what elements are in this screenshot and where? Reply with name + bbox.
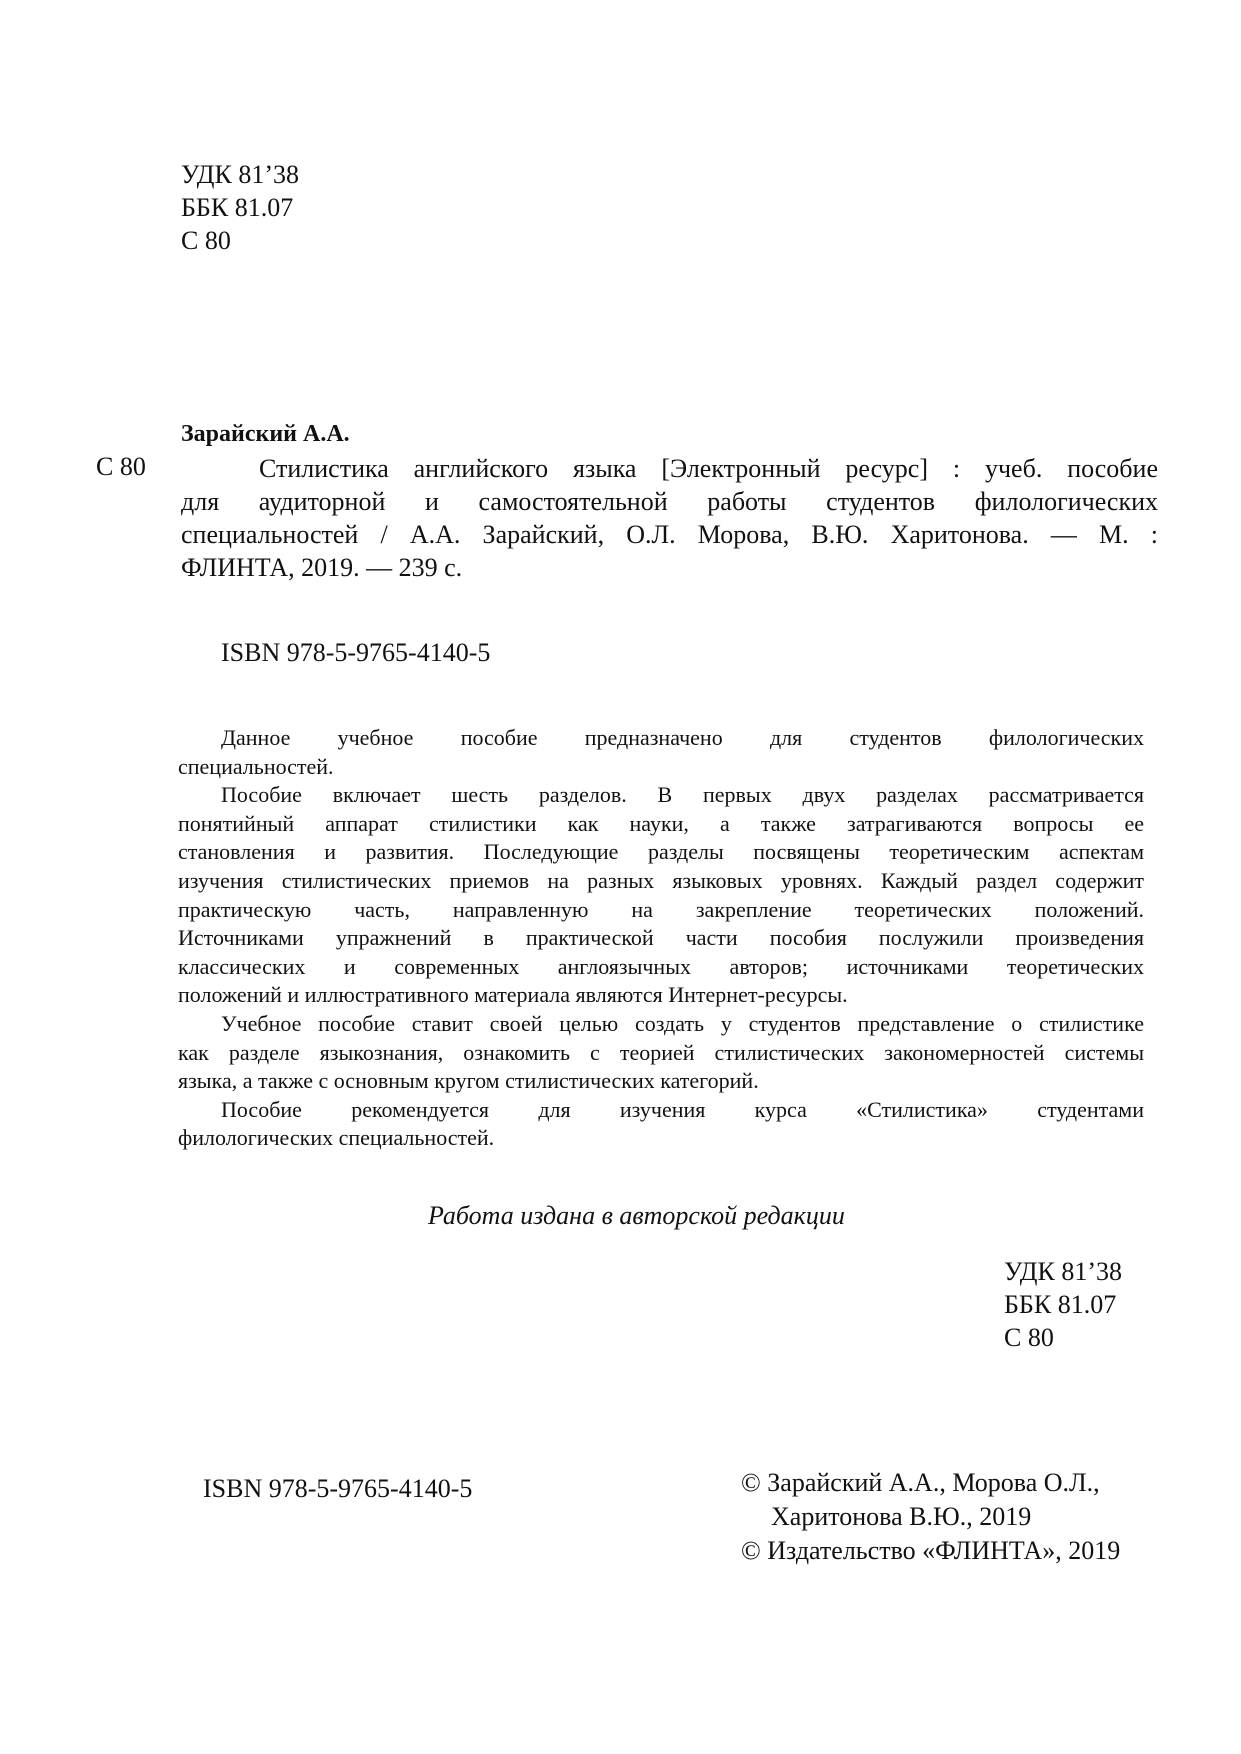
- copyright-publisher: © Издательство «ФЛИНТА», 2019: [741, 1536, 1121, 1565]
- bibliographic-description: [181, 452, 1158, 584]
- annotation-line: Пособие включает шесть разделов. В первых двух разделах рассматривается: [221, 782, 1144, 808]
- annotation-line: становления и развития. Последующие разделы посвящены теоретическим аспектам: [178, 839, 1144, 865]
- edition-note: Работа издана в авторской редакции: [428, 1201, 845, 1230]
- annotation-line: филологических специальностей.: [178, 1125, 495, 1151]
- udk-code: УДК 81’38: [1004, 1257, 1123, 1286]
- bib-line: специальностей / А.А. Зарайский, О.Л. Морова, В.Ю. Харитонова. — М. :: [181, 520, 1158, 549]
- udk-code: УДК 81’38: [181, 160, 300, 189]
- annotation-line: классических и современных англоязычных авторов; источниками теоретических: [178, 953, 1144, 979]
- annotation-line: положений и иллюстративного материала являются Интернет-ресурсы.: [178, 982, 848, 1008]
- author-mark: С 80: [181, 226, 231, 255]
- annotation-line: как разделе языкознания, ознакомить с теорией стилистических закономерностей системы: [178, 1039, 1144, 1065]
- isbn-top: ISBN 978-5-9765-4140-5: [221, 638, 491, 667]
- top-classification-codes: [181, 158, 299, 257]
- bottom-classification-codes: [1004, 1255, 1122, 1354]
- bib-line: ФЛИНТА, 2019. — 239 с.: [181, 553, 463, 582]
- isbn-bottom: ISBN 978-5-9765-4140-5: [203, 1474, 473, 1503]
- bib-line: Стилистика английского языка [Электронный ресурс] : учеб. пособие: [259, 454, 1158, 483]
- annotation: [178, 724, 1144, 1153]
- annotation-line: Данное учебное пособие предназначено для студентов филологических: [221, 725, 1144, 750]
- annotation-line: практическую часть, направленную на закрепление теоретических положений.: [178, 896, 1144, 922]
- annotation-line: понятийный аппарат стилистики как науки, а также затрагиваются вопросы ее: [178, 810, 1144, 836]
- bbk-code: ББК 81.07: [1004, 1290, 1117, 1319]
- copyright-block: [741, 1466, 1120, 1568]
- annotation-line: Учебное пособие ставит своей целью создать у студентов представление о стилистике: [221, 1010, 1144, 1036]
- author-heading: Зарайский А.А.: [181, 421, 350, 447]
- copyright-authors: © Зарайский А.А., Морова О.Л.,: [741, 1468, 1100, 1497]
- bbk-code: ББК 81.07: [181, 193, 294, 222]
- annotation-line: Пособие рекомендуется для изучения курса «Стилистика» студентами: [221, 1096, 1144, 1122]
- annotation-line: специальностей.: [178, 753, 334, 779]
- annotation-line: языка, а также с основным кругом стилистических категорий.: [178, 1068, 759, 1094]
- author-mark: С 80: [1004, 1323, 1054, 1352]
- bib-line: для аудиторной и самостоятельной работы студентов филологических: [181, 487, 1158, 516]
- margin-author-mark: С 80: [96, 452, 146, 481]
- annotation-line: изучения стилистических приемов на разных языковых уровнях. Каждый раздел содержит: [178, 867, 1144, 893]
- copyright-authors-continued: Харитонова В.Ю., 2019: [771, 1502, 1032, 1531]
- annotation-line: Источниками упражнений в практической части пособия послужили произведения: [178, 925, 1144, 951]
